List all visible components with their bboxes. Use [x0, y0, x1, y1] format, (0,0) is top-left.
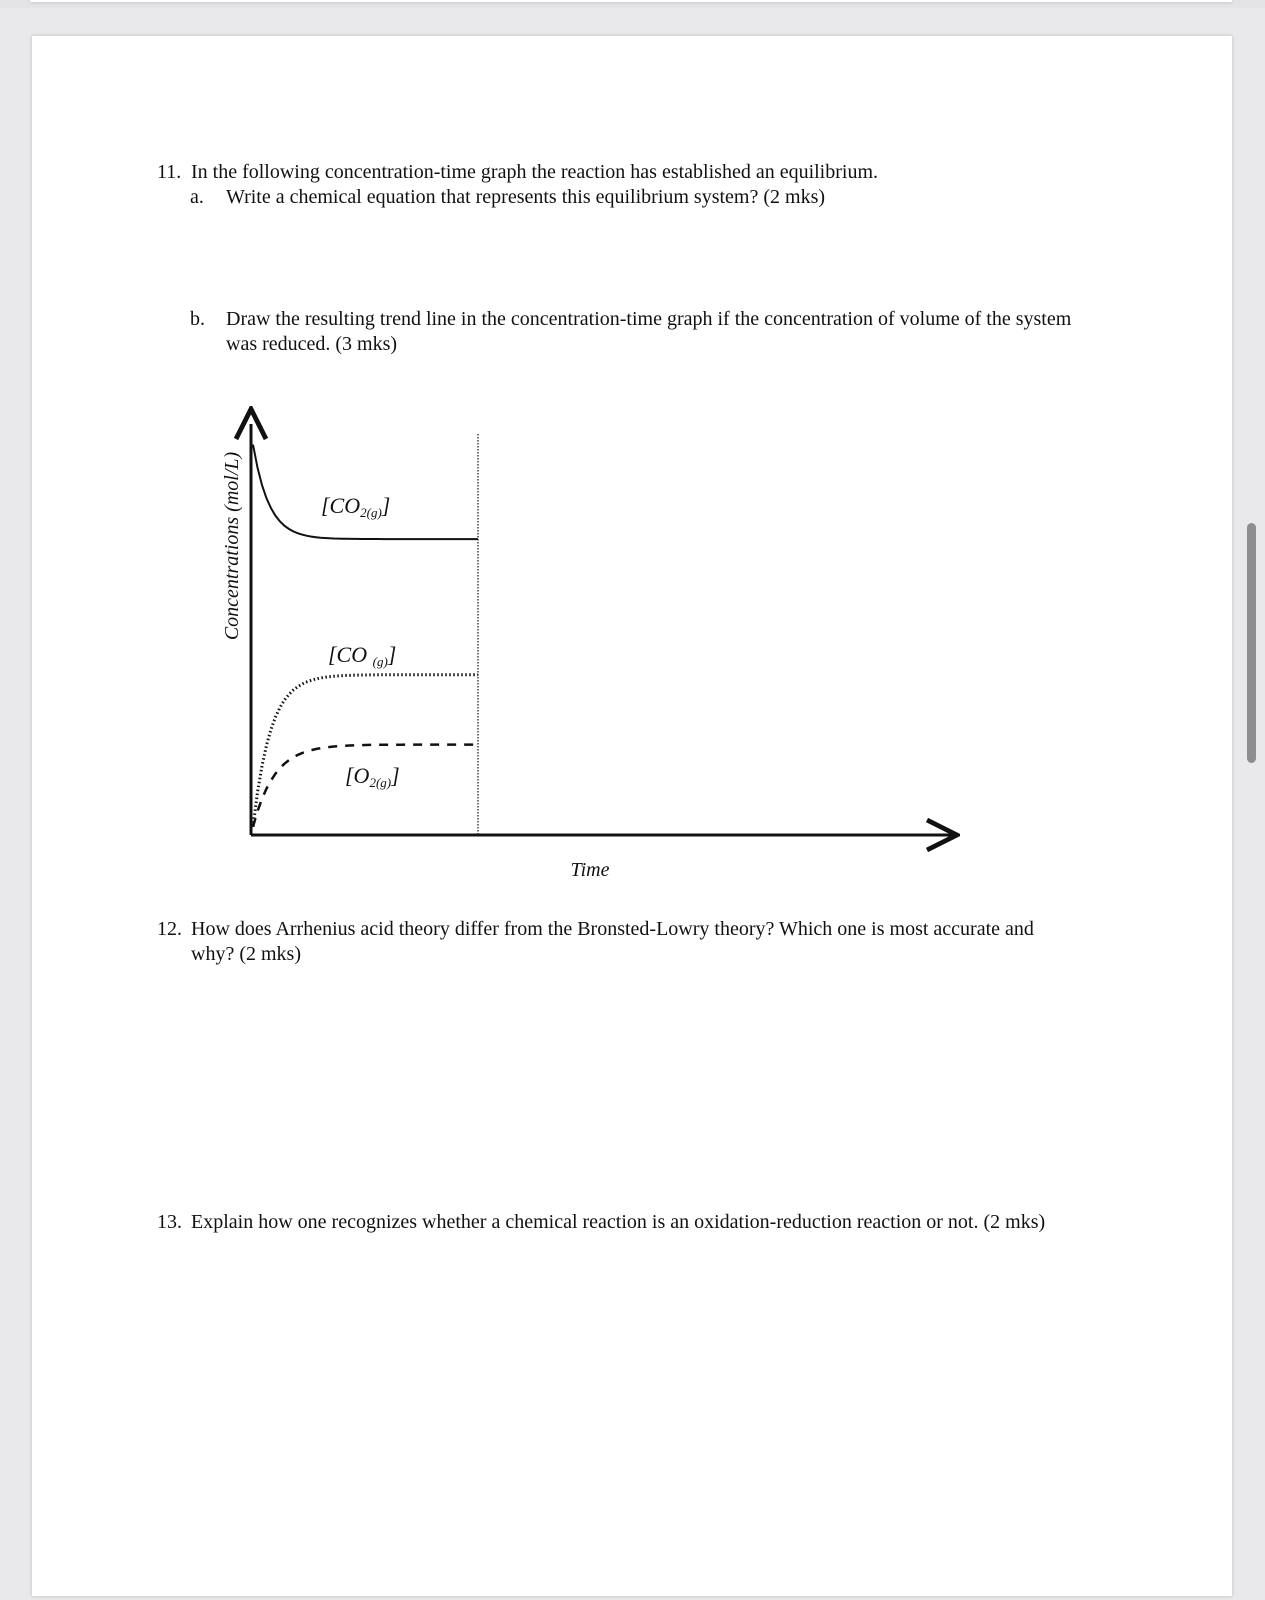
question-12-number: 12. — [157, 918, 182, 940]
question-12-text: How does Arrhenius acid theory differ from the Bronsted-Lowry theory? Which one is most accurate and why? (2 mks) — [191, 918, 1034, 965]
y-axis-label: Concentrations (mol/L) — [221, 451, 243, 641]
x-axis-label: Time — [570, 859, 610, 881]
document-page — [32, 36, 1232, 1596]
question-13-text: Explain how one recognizes whether a chemical reaction is an oxidation-reduction reaction or not. (2 mks) — [191, 1211, 1046, 1233]
series-co2-line — [253, 445, 478, 539]
question-11-text: In the following concentration-time graph the reaction has established an equilibrium. — [191, 161, 879, 183]
series-co-line — [253, 675, 478, 827]
series-co-label: [CO (g)] — [328, 642, 397, 669]
series-co2-label: [CO2(g)] — [321, 493, 391, 520]
part-a-text: Write a chemical equation that represents this equilibrium system? (2 mks) — [226, 186, 826, 208]
part-b-label: b. — [190, 308, 205, 330]
question-13-number: 13. — [157, 1211, 182, 1233]
previous-page-edge — [30, 0, 1232, 2]
series-o2-label: [O2(g)] — [345, 763, 400, 790]
part-b-text: Draw the resulting trend line in the concentration-time graph if the concentration of volume of the system was reduced. (3 mks) — [226, 308, 1072, 355]
question-13 — [157, 1210, 1107, 1260]
vertical-scrollbar[interactable] — [1247, 523, 1256, 763]
question-11-number: 11. — [157, 161, 182, 183]
question-12 — [157, 917, 1107, 967]
part-a-label: a. — [190, 186, 204, 208]
concentration-time-chart — [32, 36, 1232, 936]
